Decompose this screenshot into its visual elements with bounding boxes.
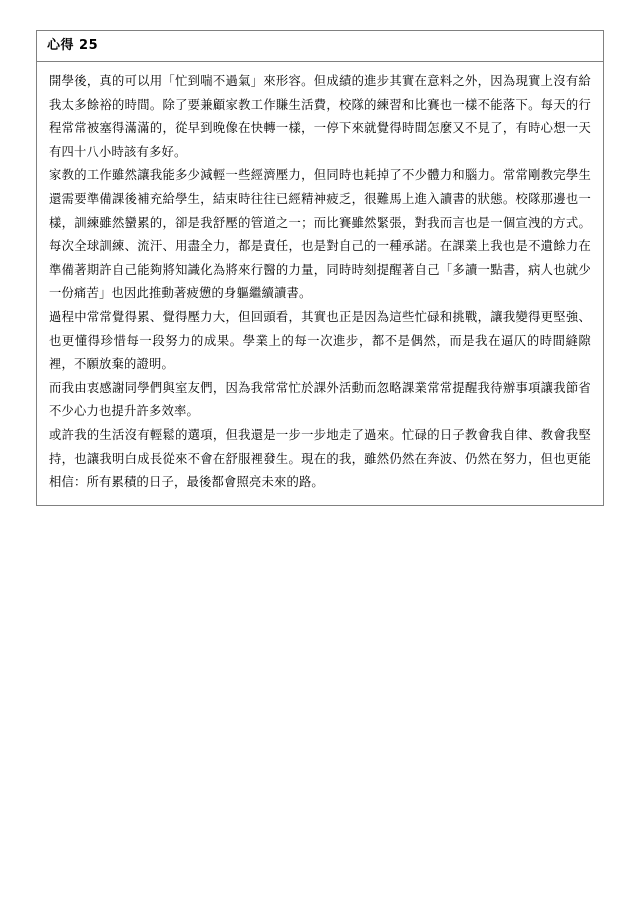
- essay-body: [37, 61, 604, 505]
- paragraph: 家教的工作雖然讓我能多少減輕一些經濟壓力，但同時也耗掉了不少體力和腦力。常常剛教完學生還需要準備課後補充給學生，結束時往往已經精神疲乏，很難馬上進入讀書的狀態。校隊那邊也一樣，訓練雖然蠻累的，卻是我舒壓的管道之一；而比賽雖然緊張，對我而言也是一個宣洩的方式。每次全球訓練、流汗、用盡全力，都是責任，也是對自己的一種承諾。在課業上我也是不遺餘力在準備著期許自己能夠將知識化為將來行醫的力量，同時時刻提醒著自己「多讀一點書，病人也就少一份痛苦」也因此推動著疲憊的身軀繼續讀書。: [49, 168, 591, 301]
- paragraph: 而我由衷感謝同學們與室友們，因為我常常忙於課外活動而忽略課業常常提醒我待辦事項讓我節省不少心力也提升許多效率。: [49, 380, 591, 419]
- paragraph: 過程中常常覺得累、覺得壓力大，但回頭看，其實也正是因為這些忙碌和挑戰，讓我變得更堅強、也更懂得珍惜每一段努力的成果。學業上的每一次進步，都不是偶然，而是我在逼仄的時間縫隙裡，不願放棄的證明。: [49, 309, 591, 372]
- essay-table: [36, 30, 604, 506]
- table-row-body: [37, 61, 604, 505]
- table-row-title: [37, 31, 604, 62]
- paragraph: 或許我的生活沒有輕鬆的選項，但我還是一步一步地走了過來。忙碌的日子教會我自律、教會我堅持，也讓我明白成長從來不會在舒服裡發生。現在的我，雖然仍然在奔波、仍然在努力，但也更能相信：所有累積的日子，最後都會照亮未來的路。: [49, 428, 591, 490]
- essay-title: 心得 25: [47, 38, 99, 53]
- paragraph: 開學後，真的可以用「忙到喘不過氣」來形容。但成績的進步其實在意料之外，因為現實上沒有給我太多餘裕的時間。除了要兼顧家教工作賺生活費，校隊的練習和比賽也一樣不能落下。每天的行程常常被塞得滿滿的，從早到晚像在快轉一樣，一停下來就覺得時間怎麼又不見了，有時心想一天有四十八小時該有多好。: [49, 73, 591, 159]
